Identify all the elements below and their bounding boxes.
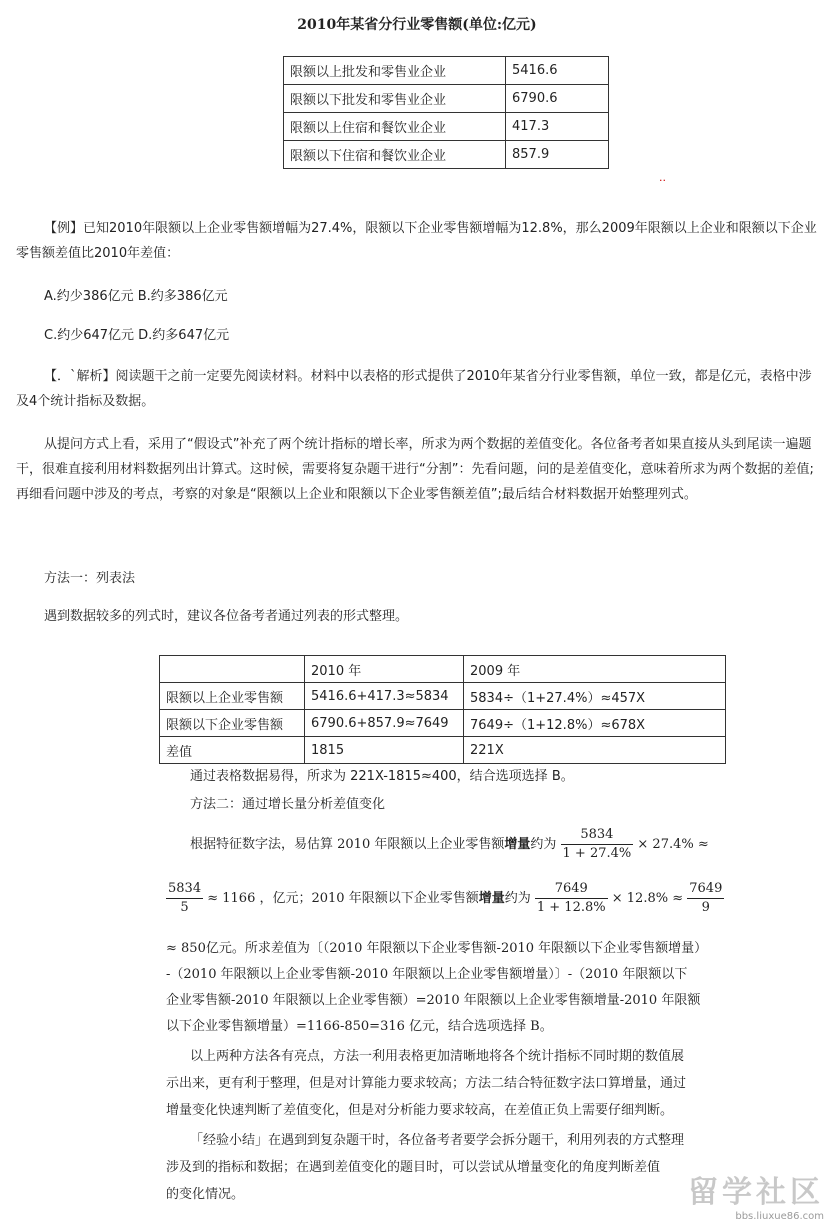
options-cd: C.约少647亿元 D.约多647亿元 bbox=[44, 328, 230, 343]
fraction-numerator: 5834 bbox=[166, 880, 203, 899]
table-cell: 7649÷（1+12.8%）≈678X bbox=[464, 710, 726, 737]
row-label: 限额以下住宿和餐饮业企业 bbox=[284, 141, 506, 169]
fraction bbox=[166, 880, 203, 917]
method2-line-2 bbox=[166, 874, 724, 924]
row-value: 857.9 bbox=[506, 141, 609, 169]
m2-bold: 增量 bbox=[504, 837, 531, 852]
fraction bbox=[561, 826, 634, 863]
table-row bbox=[284, 141, 609, 169]
table-cell: 6790.6+857.9≈7649 bbox=[305, 710, 464, 737]
table-row bbox=[284, 85, 609, 113]
options-ab: A.约少386亿元 B.约多386亿元 bbox=[44, 289, 228, 304]
fraction-numerator: 5834 bbox=[561, 826, 634, 845]
table-cell: 1815 bbox=[305, 737, 464, 764]
method2-line-1 bbox=[190, 822, 709, 868]
fraction-denominator: 5 bbox=[180, 900, 189, 915]
row-value: 5416.6 bbox=[506, 57, 609, 85]
table-row bbox=[160, 683, 726, 710]
method2-title: 方法二：通过增长量分析差值变化 bbox=[190, 797, 386, 812]
experience-line: 的变化情况。 bbox=[166, 1187, 245, 1202]
table-cell: 限额以上企业零售额 bbox=[160, 683, 305, 710]
table-conclusion: 通过表格数据易得，所求为 221X-1815≈400，结合选项选择 B。 bbox=[190, 769, 574, 784]
row-label: 限额以上住宿和餐饮业企业 bbox=[284, 113, 506, 141]
watermark-logo bbox=[688, 1167, 824, 1222]
table-cell: 221X bbox=[464, 737, 726, 764]
table-cell: 5416.6+417.3≈5834 bbox=[305, 683, 464, 710]
method1-title: 方法一：列表法 bbox=[44, 571, 136, 586]
fraction-denominator: 9 bbox=[701, 900, 710, 915]
method2-line-3: ≈ 850亿元。所求差值为〔（2010 年限额以下企业零售额-2010 年限额以下企业零售额增量） bbox=[166, 941, 708, 956]
m2-text: ≈ 1166 bbox=[207, 891, 256, 906]
m2-bold: 增量 bbox=[478, 891, 505, 906]
table-row bbox=[160, 737, 726, 764]
summary-line: 以上两种方法各有亮点，方法一利用表格更加清晰地将各个统计指标不同时期的数值展 bbox=[190, 1049, 685, 1064]
fraction-numerator: 7649 bbox=[687, 880, 724, 899]
method2-line-4: -（2010 年限额以上企业零售额-2010 年限额以上企业零售额增量）〕-（2010 年限额以下 bbox=[166, 967, 688, 982]
m2-text: 约为 bbox=[504, 891, 531, 906]
question-text: 【例】已知2010年限额以上企业零售额增幅为27.4%，限额以下企业零售额增幅为12.8%，那么2009年限额以上企业和限额以下企业零售额差值比2010年差值： bbox=[16, 221, 817, 261]
header-cell bbox=[160, 656, 305, 683]
fraction-denominator: 1 + 27.4% bbox=[562, 846, 632, 861]
row-value: 417.3 bbox=[506, 113, 609, 141]
comparison-table bbox=[159, 655, 726, 764]
method2-line-6: 以下企业零售额增量）=1166-850=316 亿元，结合选项选择 B。 bbox=[166, 1019, 553, 1034]
page-title: 2010年某省分行业零售额(单位:亿元) bbox=[297, 17, 537, 33]
fraction bbox=[687, 880, 724, 917]
m2-text: ，亿元；2010 年限额以下企业零售额 bbox=[259, 891, 479, 906]
m2-text: × 12.8% ≈ bbox=[611, 891, 684, 906]
table-row bbox=[284, 57, 609, 85]
table-cell: 差值 bbox=[160, 737, 305, 764]
experience-line: 「经验小结」在遇到到复杂题干时，各位备考者要学会拆分题干，利用列表的方式整理 bbox=[190, 1133, 685, 1148]
analysis-paragraph-2: 从提问方式上看，采用了“假设式”补充了两个统计指标的增长率，所求为两个数据的差值变化。各位备考者如果直接从头到尾读一遍题干，很难直接利用材料数据列出计算式。这时候，需要将复杂题干进行“分割”：先看问题，问的是差值变化，意味着所求为两个数据的差值;再细看问题中涉及的考点，考察的对象是“限额以上企业和限额以下企业零售额差值”;最后结合材料数据开始整理列式。 bbox=[16, 437, 814, 502]
summary-line: 示出来，更有利于整理，但是对计算能力要求较高；方法二结合特征数字法口算增量，通过 bbox=[166, 1076, 687, 1091]
table-cell: 5834÷（1+27.4%）≈457X bbox=[464, 683, 726, 710]
row-label: 限额以下批发和零售业企业 bbox=[284, 85, 506, 113]
header-cell: 2010 年 bbox=[305, 656, 464, 683]
row-label: 限额以上批发和零售业企业 bbox=[284, 57, 506, 85]
method2-line-5: 企业零售额-2010 年限额以上企业零售额）=2010 年限额以上企业零售额增量-2010 年限额 bbox=[166, 993, 701, 1008]
fraction-numerator: 7649 bbox=[535, 880, 608, 899]
summary-line: 增量变化快速判断了差值变化，但是对分析能力要求较高，在差值正负上需要仔细判断。 bbox=[166, 1103, 674, 1118]
fraction-denominator: 1 + 12.8% bbox=[536, 900, 606, 915]
m2-text: × 27.4% ≈ bbox=[637, 837, 709, 852]
table-header-row bbox=[160, 656, 726, 683]
experience-line: 涉及到的指标和数据；在遇到差值变化的题目时，可以尝试从增量变化的角度判断差值 bbox=[166, 1160, 661, 1175]
analysis-paragraph-1: 【．`解析】阅读题干之前一定要先阅读材料。材料中以表格的形式提供了2010年某省分行业零售额，单位一致，都是亿元，表格中涉及4个统计指标及数据。 bbox=[16, 369, 812, 409]
m2-text: 根据特征数字法，易估算 2010 年限额以上企业零售额 bbox=[190, 837, 505, 852]
watermark-url: bbs.liuxue86.com bbox=[735, 1211, 824, 1222]
fraction bbox=[535, 880, 608, 917]
decorative-dots: ·· bbox=[659, 174, 666, 187]
sales-table bbox=[283, 56, 609, 169]
table-row bbox=[160, 710, 726, 737]
method1-description: 遇到数据较多的列式时，建议各位备考者通过列表的形式整理。 bbox=[44, 609, 409, 624]
row-value: 6790.6 bbox=[506, 85, 609, 113]
table-row bbox=[284, 113, 609, 141]
m2-text: 约为 bbox=[530, 837, 557, 852]
table-cell: 限额以下企业零售额 bbox=[160, 710, 305, 737]
watermark-title: 留学社区 bbox=[688, 1175, 824, 1210]
header-cell: 2009 年 bbox=[464, 656, 726, 683]
